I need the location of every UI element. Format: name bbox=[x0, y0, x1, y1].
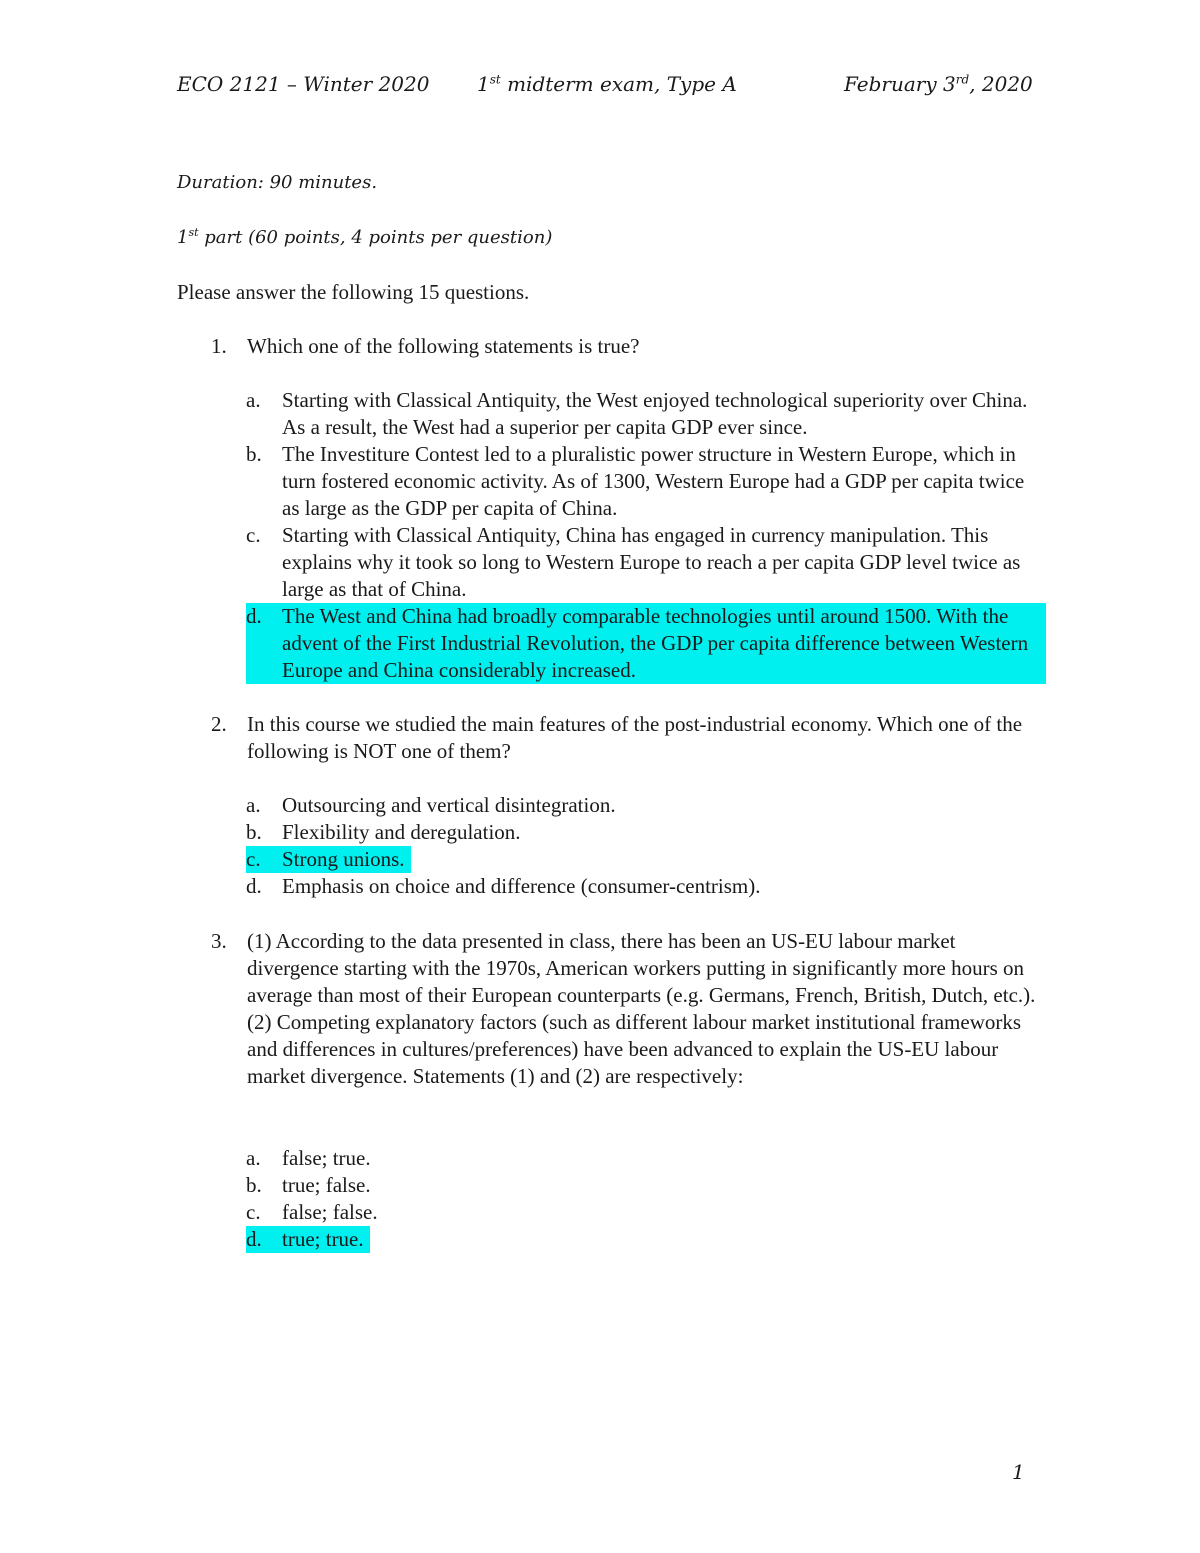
date-year: , 2020 bbox=[969, 72, 1033, 96]
option-b bbox=[246, 1172, 1046, 1199]
option-a bbox=[246, 387, 1046, 441]
part-heading bbox=[177, 226, 552, 248]
option-text: Flexibility and deregulation. bbox=[282, 820, 521, 844]
question-2-options bbox=[246, 792, 1046, 900]
part-ordinal: 1 bbox=[177, 227, 189, 248]
exam-ordinal-suffix: st bbox=[489, 72, 501, 87]
exam-title bbox=[477, 72, 737, 96]
page-number: 1 bbox=[1012, 1460, 1025, 1484]
instructions: Please answer the following 15 questions. bbox=[177, 280, 530, 304]
option-label: a. bbox=[246, 1146, 261, 1170]
option-b bbox=[246, 819, 1046, 846]
option-label: b. bbox=[246, 442, 262, 466]
question-number: 3. bbox=[211, 929, 227, 953]
option-label: b. bbox=[246, 1173, 262, 1197]
question-text: In this course we studied the main features of the post-industrial economy. Which one of the following is NOT one of them? bbox=[247, 712, 1023, 763]
option-d-highlighted bbox=[246, 603, 1046, 684]
option-label: d. bbox=[246, 1227, 262, 1251]
option-text: false; false. bbox=[282, 1200, 378, 1224]
option-text: The Investiture Contest led to a pluralistic power structure in Western Europe, which in turn fostered economic activity. As of 1300, Western Europe had a GDP per capita twice as large as the GDP per capita of China. bbox=[282, 442, 1025, 520]
option-label: c. bbox=[246, 847, 261, 871]
page-header bbox=[0, 68, 1200, 102]
option-d bbox=[246, 873, 1046, 900]
date-prefix: February 3 bbox=[844, 72, 956, 96]
exam-title-rest: midterm exam, Type A bbox=[500, 72, 737, 96]
option-label: c. bbox=[246, 1200, 261, 1224]
question-2 bbox=[211, 711, 1041, 765]
exam-ordinal: 1 bbox=[477, 72, 490, 96]
exam-date bbox=[844, 72, 1033, 96]
question-1-options bbox=[246, 387, 1046, 684]
option-d-highlighted bbox=[246, 1226, 370, 1253]
option-b bbox=[246, 441, 1046, 522]
option-text: false; true. bbox=[282, 1146, 371, 1170]
option-a bbox=[246, 792, 1046, 819]
option-label: d. bbox=[246, 604, 262, 628]
option-c bbox=[246, 1199, 1046, 1226]
part-heading-rest: part (60 points, 4 points per question) bbox=[198, 227, 553, 248]
question-text: Which one of the following statements is true? bbox=[247, 334, 640, 358]
question-3 bbox=[211, 928, 1041, 1090]
option-a bbox=[246, 1145, 1046, 1172]
option-label: a. bbox=[246, 388, 261, 412]
duration: Duration: 90 minutes. bbox=[177, 172, 378, 193]
question-1 bbox=[211, 333, 1041, 360]
option-text: Strong unions. bbox=[282, 847, 405, 871]
question-number: 2. bbox=[211, 712, 227, 736]
question-number: 1. bbox=[211, 334, 227, 358]
option-text: Starting with Classical Antiquity, the West enjoyed technological superiority over China. As a result, the West had a superior per capita GDP ever since. bbox=[282, 388, 1028, 439]
option-label: a. bbox=[246, 793, 261, 817]
option-c bbox=[246, 522, 1046, 603]
option-text: Emphasis on choice and difference (consumer-centrism). bbox=[282, 874, 761, 898]
question-text: (1) According to the data presented in class, there has been an US-EU labour market divergence starting with the 1970s, American workers putting in significantly more hours on average than most of their European counterparts (e.g. Germans, French, British, Dutch, etc.). (2) Competing explanatory factors (such as different labour market institutional frameworks and differences in cultures/preferences) have been advanced to explain the US-EU labour market divergence. Statements (1) and (2) are respectively: bbox=[247, 929, 1036, 1088]
option-text: true; false. bbox=[282, 1173, 371, 1197]
option-c-highlighted bbox=[246, 846, 411, 873]
option-label: d. bbox=[246, 874, 262, 898]
part-ordinal-suffix: st bbox=[188, 226, 199, 239]
option-label: c. bbox=[246, 523, 261, 547]
option-label: b. bbox=[246, 820, 262, 844]
option-text: Starting with Classical Antiquity, China has engaged in currency manipulation. This explains why it took so long to Western Europe to reach a per capita GDP level twice as large as that of China. bbox=[282, 523, 1021, 601]
option-text: Outsourcing and vertical disintegration. bbox=[282, 793, 616, 817]
question-3-options bbox=[246, 1145, 1046, 1253]
option-text: true; true. bbox=[282, 1227, 364, 1251]
option-text: The West and China had broadly comparable technologies until around 1500. With the advent of the First Industrial Revolution, the GDP per capita difference between Western Europe and China considerably increased. bbox=[282, 604, 1029, 682]
course-title: ECO 2121 – Winter 2020 bbox=[177, 72, 430, 96]
date-suffix: rd bbox=[955, 72, 970, 87]
